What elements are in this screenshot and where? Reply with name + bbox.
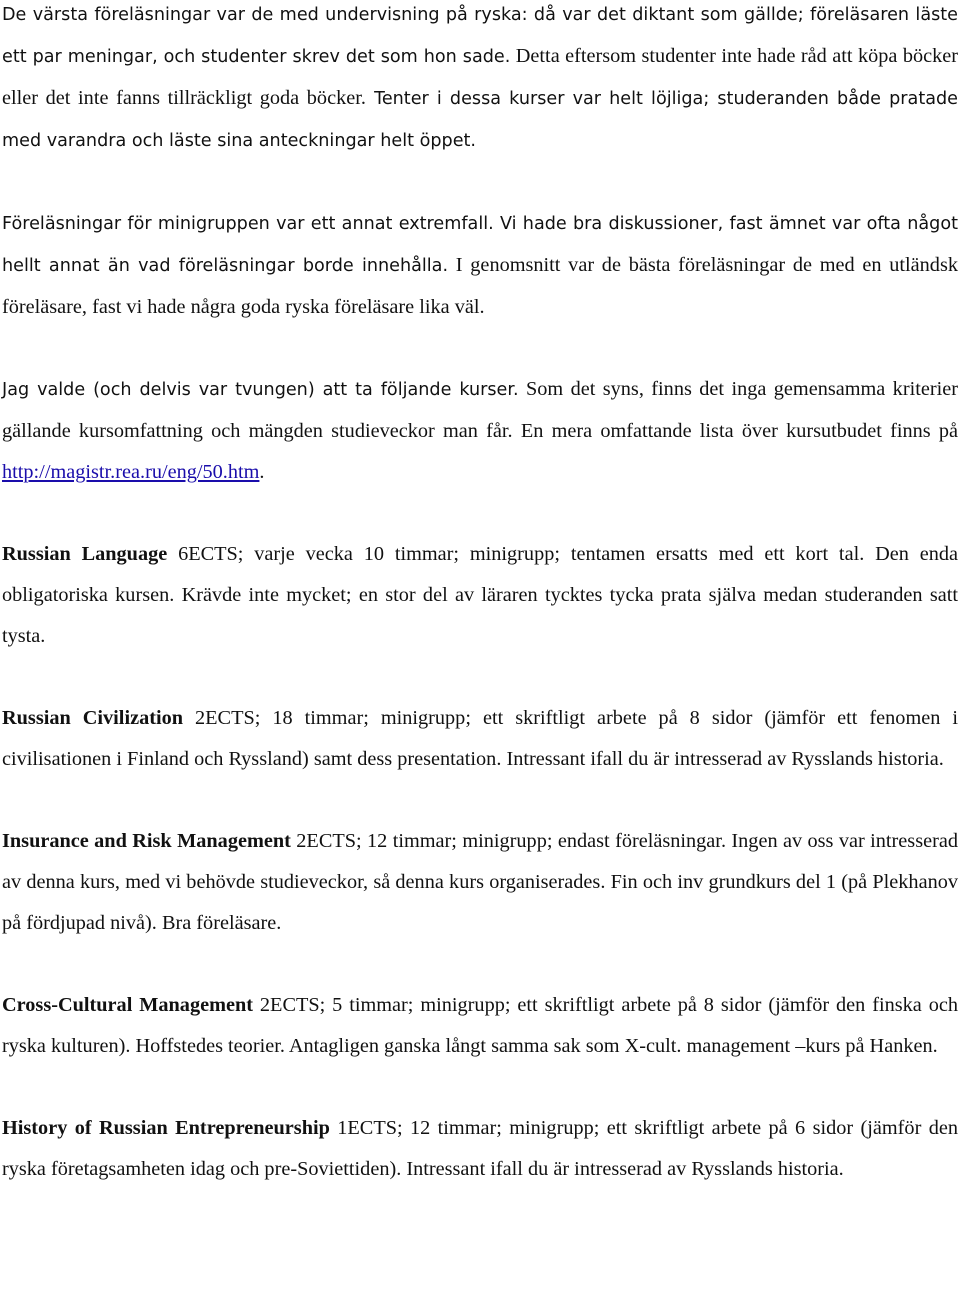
course-entry bbox=[2, 1108, 958, 1190]
course-description: 2ECTS; 12 timmar; minigrupp; endast föreläsningar. Ingen av oss var intresserad av denna kurs, med vi behövde studieveckor, så denna kurs organiserades. Fin och inv grundkurs del 1 (på Plekhanov på fördjupad nivå). Bra föreläsare. bbox=[2, 830, 958, 934]
paragraph-text-sans: Tenter i dessa kurser var helt löjliga; studeranden både pratade med varandra och läste sina anteckningar helt öppet. bbox=[2, 89, 958, 151]
paragraph-lecture-dictation bbox=[2, 0, 958, 162]
course-name: Russian Language bbox=[2, 543, 168, 565]
paragraph-text-sans: De värsta föreläsningar var de med undervisning på ryska: då var det diktant som gällde; föreläsaren läste ett par meningar, och studenter skrev det som hon sade. bbox=[2, 5, 958, 67]
paragraph-text-serif: . bbox=[259, 461, 265, 483]
course-entry bbox=[2, 821, 958, 944]
paragraph-minigroup-lectures bbox=[2, 203, 958, 328]
course-description: 2ECTS; 5 timmar; minigrupp; ett skriftligt arbete på 8 sidor (jämför den finska och ryska kulturen). Hoffstedes teorier. Antagligen ganska långt samma sak som X-cult. management –kurs på Hanken. bbox=[2, 994, 958, 1057]
paragraph-text-serif: Detta eftersom studenter inte hade råd att köpa böcker eller det inte fanns tillräckligt goda böcker. bbox=[2, 45, 958, 109]
course-entry bbox=[2, 534, 958, 657]
paragraph-text-sans: Jag valde (och delvis var tvungen) att ta följande kurser. bbox=[2, 380, 519, 400]
course-description: 2ECTS; 18 timmar; minigrupp; ett skriftligt arbete på 8 sidor (jämför ett fenomen i civilisationen i Finland och Ryssland) samt dess presentation. Intressant ifall du är intresserad av Rysslands historia. bbox=[2, 707, 958, 770]
course-name: Insurance and Risk Management bbox=[2, 830, 291, 852]
paragraph-text-sans: Föreläsningar för minigruppen var ett annat extremfall. Vi hade bra diskussioner, fast ämnet var ofta något hellt annat än vad föreläsningar borde innehålla. bbox=[2, 214, 958, 276]
course-name: History of Russian Entrepreneurship bbox=[2, 1117, 330, 1139]
course-name: Cross-Cultural Management bbox=[2, 994, 254, 1016]
paragraph-text-serif: Som det syns, finns det inga gemensamma kriterier gällande kursomfattning och mängden studieveckor man får. En mera omfattande lista över kursutbudet finns på bbox=[2, 378, 958, 442]
course-name: Russian Civilization bbox=[2, 707, 184, 729]
paragraph-text-serif: I genomsnitt var de bästa föreläsningar de med en utländsk föreläsare, fast vi hade några goda ryska föreläsare lika väl. bbox=[2, 254, 958, 318]
course-entry bbox=[2, 985, 958, 1067]
document-page bbox=[2, 0, 958, 1190]
paragraph-course-selection bbox=[2, 369, 958, 493]
course-entry bbox=[2, 698, 958, 780]
course-description: 1ECTS; 12 timmar; minigrupp; ett skriftligt arbete på 6 sidor (jämför den ryska företagsamheten idag och pre-Soviettiden). Intressant ifall du är intresserad av Rysslands historia. bbox=[2, 1117, 958, 1180]
course-list-link[interactable]: http://magistr.rea.ru/eng/50.htm bbox=[2, 461, 260, 483]
course-description: 6ECTS; varje vecka 10 timmar; minigrupp; tentamen ersatts med ett kort tal. Den enda obligatoriska kursen. Krävde inte mycket; en stor del av läraren tycktes tycka prata själva medan studeranden satt tysta. bbox=[2, 543, 958, 647]
